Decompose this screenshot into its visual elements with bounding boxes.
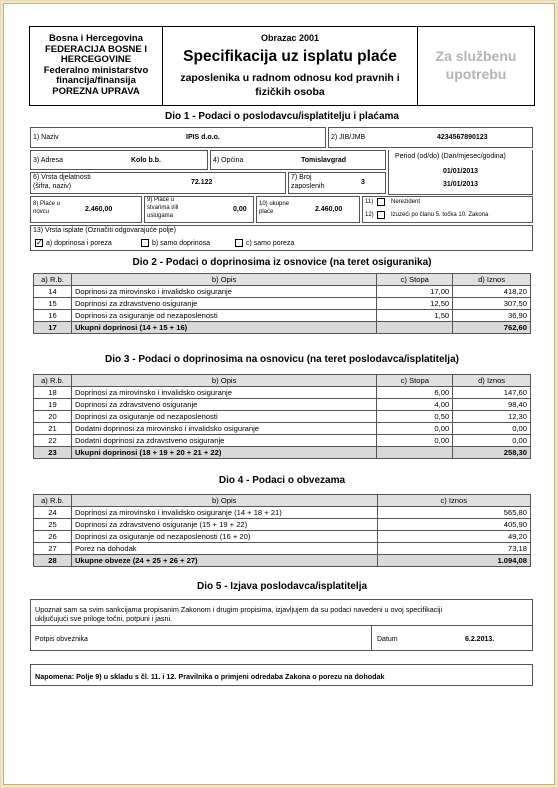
cell-stopa[interactable]: 6,00 [377,387,453,399]
nerezident-checkbox[interactable] [377,198,388,206]
field-label: 2) JIB/JMB [331,134,366,141]
field-label: 11) [365,199,374,205]
table-row [34,531,531,543]
cell-opis: Doprinosi za osiguranje od nezaposlenosti [71,310,376,322]
field-value: 2.460,00 [85,206,113,213]
cell-rb: 28 [34,555,72,567]
table-row [34,507,531,519]
col-header: a) R.b. [34,375,72,387]
field-label: uslugama [147,213,174,219]
option-label: a) doprinosa i poreza [46,239,112,247]
date-value[interactable]: 6.2.2013. [465,636,495,643]
field-period[interactable] [388,150,533,195]
field-label: 8) Plaće u [33,201,61,207]
cell-iznos[interactable]: 258,30 [453,447,531,459]
table-row [34,310,531,322]
cell-opis: Dodatni doprinosi za mirovinsko i invalidsko osiguranje [71,423,376,435]
nerezident-label: Nerezident [391,199,421,205]
cell-iznos[interactable]: 405,90 [377,519,530,531]
checkbox[interactable] [141,239,149,247]
table-header-row [34,495,531,507]
table-row [34,286,531,298]
cell-rb: 25 [34,519,72,531]
note-box [30,664,533,686]
cell-opis: Doprinosi za osiguranje od nezaposlenosti [71,411,376,423]
field-value: 3 [361,179,365,186]
authority-line: Bosna i Hercegovina [49,33,143,44]
cell-iznos[interactable]: 49,20 [377,531,530,543]
page [3,3,555,785]
field-djelatnost[interactable] [30,172,286,194]
total-row [34,555,531,567]
official-use-line: Za službenu [435,48,517,64]
cell-stopa[interactable]: 17,00 [377,286,453,298]
issuing-authority [30,27,163,105]
checkbox-checked[interactable]: ✓ [36,238,43,247]
table-dio3 [33,374,531,459]
option-label: c) samo poreza [246,239,295,247]
cell-rb: 15 [34,298,72,310]
cell-stopa[interactable]: 4,00 [377,399,453,411]
subtitle-line: fizičkih osoba [255,86,325,98]
field-place-stvari[interactable] [144,196,254,223]
cell-opis: Porez na dohodak [71,543,377,555]
field-value: 2.460,00 [315,206,343,213]
field-value: 4234567890123 [437,134,488,141]
cell-opis: Dodatni doprinosi za zdravstveno osiguranje [71,435,376,447]
cell-stopa [377,322,453,334]
cell-stopa[interactable]: 12,50 [377,298,453,310]
section-heading-dio1: Dio 1 - Podaci o poslodavcu/isplatitelju i plaćama [165,111,399,122]
cell-rb: 19 [34,399,72,411]
cell-stopa[interactable]: 0,00 [377,435,453,447]
official-use-line: upotrebu [445,66,507,82]
cell-rb: 21 [34,423,72,435]
cell-rb: 16 [34,310,72,322]
section-heading-dio3: Dio 3 - Podaci o doprinosima na osnovicu (na teret poslodavca/isplatitelja) [105,354,459,365]
field-broj-zaposlenih[interactable] [288,172,386,194]
cell-iznos[interactable]: 98,40 [453,399,531,411]
declaration-text: Upoznat sam sa svim sankcijama propisanim Zakonom i drugim propisima, izjavljujem da su podaci navedeni u ovoj specifikaciji [35,605,443,614]
field-label: zaposlenih [291,183,325,190]
table-row [34,435,531,447]
field-label: novcu [33,209,50,215]
period-to: 31/01/2013 [443,181,479,188]
subtitle-line: zaposlenika u radnom odnosu kod pravnih i [180,72,400,84]
total-row [34,447,531,459]
cell-rb: 14 [34,286,72,298]
cell-rb: 20 [34,411,72,423]
cell-rb: 17 [34,322,72,334]
declaration-box [30,599,533,651]
col-header: a) R.b. [34,495,72,507]
col-header: c) Iznos [377,495,530,507]
col-header: a) R.b. [34,274,72,286]
cell-opis: Ukupni doprinosi (14 + 15 + 16) [71,322,376,334]
col-header: b) Opis [71,495,377,507]
field-nerezident-izuzeci [362,196,533,223]
section-heading-dio5: Dio 5 - Izjava poslodavca/isplatitelja [196,581,368,592]
cell-stopa[interactable]: 0,50 [377,411,453,423]
table-row [34,543,531,555]
cell-stopa [377,447,453,459]
form-header [29,26,535,106]
field-label: 6) Vrsta djelatnosti [33,174,91,181]
field-place-novac[interactable] [30,196,142,223]
field-label: 4) Općina [213,157,244,164]
cell-opis: Doprinosi za mirovinsko i invalidsko osiguranje (14 + 18 + 21) [71,507,377,519]
cell-stopa[interactable]: 0,00 [377,423,453,435]
table-row [34,387,531,399]
section-heading-dio4: Dio 4 - Podaci o obvezama [218,475,346,486]
izuzeci-label: Izuzeći po članu 5. točka 10. Zakona [391,212,489,218]
table-dio2 [33,273,531,334]
authority-line: HERCEGOVINE [60,54,132,65]
table-header-row [34,274,531,286]
declaration-text: uključujući sve priloge točni, potpuni i jasni. [35,614,173,623]
field-label: 10) ukupne [259,201,290,207]
cell-iznos[interactable]: 36,90 [453,310,531,322]
field-value: Kolo b.b. [131,157,161,164]
total-row [34,322,531,334]
field-naziv[interactable] [30,127,326,148]
table-header-row [34,375,531,387]
field-label: 3) Adresa [33,157,63,164]
cell-rb: 24 [34,507,72,519]
cell-rb: 27 [34,543,72,555]
cell-iznos[interactable]: 1.094,08 [377,555,530,567]
field-opcina[interactable] [210,150,386,170]
cell-opis: Doprinosi za mirovinsko i invalidsko osiguranje [71,387,376,399]
date-label: Datum [377,636,398,643]
table-row [34,423,531,435]
cell-rb: 22 [34,435,72,447]
form-title-block [163,27,418,105]
cell-rb: 26 [34,531,72,543]
authority-line: Federalno ministarstvo [43,64,149,76]
cell-iznos[interactable]: 762,60 [453,322,531,334]
field-value: 0,00 [233,206,247,213]
authority-line: FEDERACIJA BOSNE I [44,43,148,55]
cell-opis: Doprinosi za mirovinsko i invalidsko osiguranje [71,286,376,298]
field-label: 7) Broj [291,174,312,181]
form-subtitle [163,71,417,99]
cell-opis: Ukupne obveze (24 + 25 + 26 + 27) [71,555,377,567]
period-from: 01/01/2013 [443,168,479,175]
field-value: IPIS d.o.o. [186,134,220,141]
field-label: 1) Naziv [33,134,59,141]
form-title: Specifikacija uz isplatu plaće [183,48,397,65]
signature-field[interactable]: Potpis obveznika [35,636,88,643]
cell-iznos[interactable]: 147,60 [453,387,531,399]
option-a[interactable] [35,239,112,247]
authority-line: POREZNA UPRAVA [52,85,140,97]
col-header: c) Stopa [377,274,453,286]
field-value: Tomislavgrad [301,157,346,164]
cell-iznos[interactable]: 73,18 [377,543,530,555]
field-label: Period (od/do) (Dan/mjesec/godina) [395,153,506,160]
checkbox[interactable] [235,239,243,247]
official-use-box [418,27,534,105]
field-label: stvarima i/ili [147,205,179,211]
field-label: 12) [365,212,374,218]
table-row [34,399,531,411]
option-c[interactable] [235,239,294,247]
col-header: d) Iznos [453,375,531,387]
cell-stopa[interactable]: 1,50 [377,310,453,322]
cell-iznos[interactable]: 0,00 [453,435,531,447]
authority-line: financija/finansija [56,75,136,86]
field-label: 9) Plaće u [147,197,175,203]
cell-opis: Doprinosi za zdravstveno osiguranje [71,298,376,310]
field-vrsta-isplate [30,225,533,251]
field-adresa[interactable] [30,150,208,170]
cell-opis: Doprinosi za zdravstveno osiguranje (15 + 19 + 22) [71,519,377,531]
field-ukupne-place[interactable] [256,196,360,223]
field-label: plaće [259,209,274,215]
col-header: b) Opis [71,375,376,387]
cell-rb: 23 [34,447,72,459]
col-header: d) Iznos [453,274,531,286]
option-label: b) samo doprinosa [152,239,210,247]
field-label: (šifra, naziv) [33,183,72,190]
section-heading-dio2: Dio 2 - Podaci o doprinosima iz osnovice (na teret osiguranika) [132,257,432,268]
cell-iznos[interactable]: 12,30 [453,411,531,423]
field-jib[interactable] [328,127,533,148]
option-b[interactable] [141,239,210,247]
cell-iznos[interactable]: 565,80 [377,507,530,519]
cell-iznos[interactable]: 418,20 [453,286,531,298]
cell-iznos[interactable]: 0,00 [453,423,531,435]
cell-rb: 18 [34,387,72,399]
cell-opis: Doprinosi za osiguranje od nezaposlenosti (16 + 20) [71,531,377,543]
table-dio4 [33,494,531,567]
col-header: c) Stopa [377,375,453,387]
col-header: b) Opis [71,274,376,286]
cell-iznos[interactable]: 307,50 [453,298,531,310]
field-value: 72.122 [191,179,213,186]
form-number: Obrazac 2001 [260,33,320,43]
table-row [34,519,531,531]
table-row [34,298,531,310]
cell-opis: Doprinosi za zdravstveno osiguranje [71,399,376,411]
note-text: Napomena: Polje 9) u skladu s čl. 11. i 12. Pravilnika o primjeni odredaba Zakona o porezu na dohodak [35,672,385,681]
table-row [34,411,531,423]
field-label: 13) Vrsta isplate (Označiti odgovarajuće polje) [33,227,176,234]
cell-opis: Ukupni doprinosi (18 + 19 + 20 + 21 + 22) [71,447,376,459]
izuzeci-checkbox[interactable] [377,211,388,219]
